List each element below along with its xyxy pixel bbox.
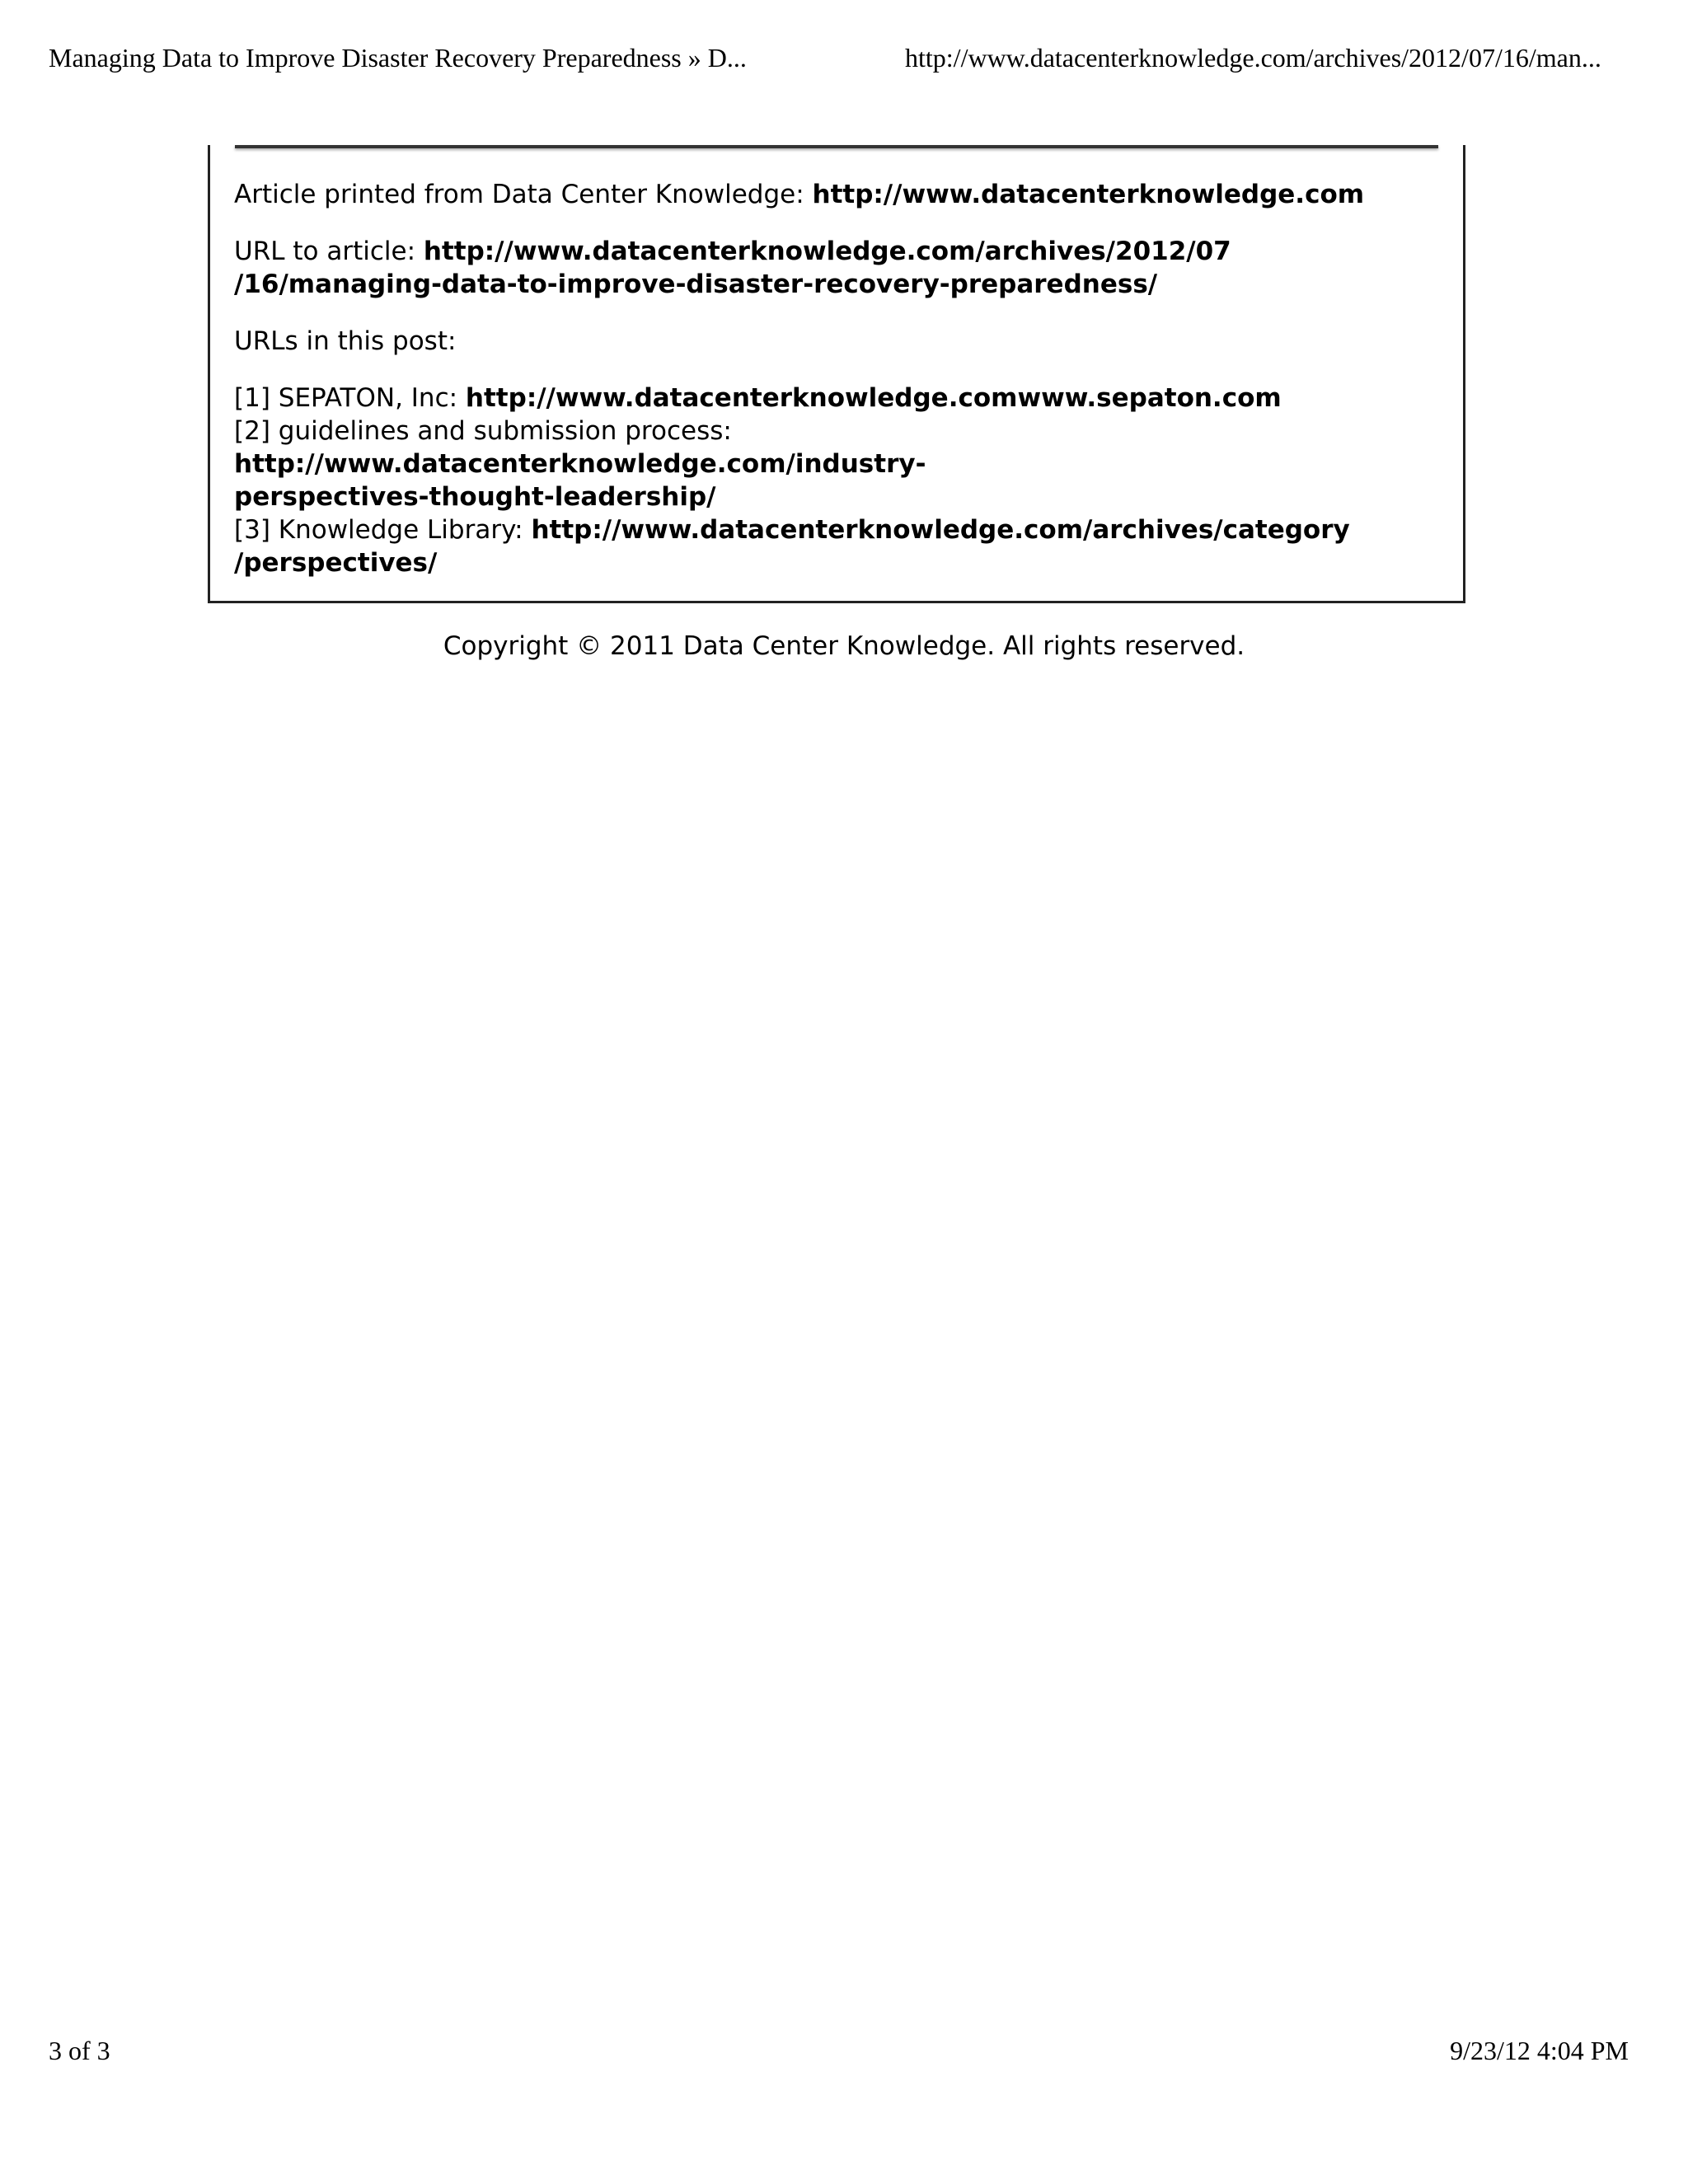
- article-info-content: [234, 178, 1430, 579]
- urls-in-post-heading: URLs in this post:: [234, 326, 457, 356]
- printed-from-label: Article printed from Data Center Knowledge:: [234, 180, 813, 209]
- link-3-url-part1[interactable]: http://www.datacenterknowledge.com/archives/category: [531, 515, 1350, 545]
- list-item-link-2: [234, 415, 1430, 480]
- link-2-label: [2] guidelines and submission process:: [234, 416, 732, 446]
- link-3-url-part2[interactable]: /perspectives/: [234, 548, 438, 578]
- copyright-notice: Copyright © 2011 Data Center Knowledge. All rights reserved.: [443, 631, 1245, 661]
- print-header-title: Managing Data to Improve Disaster Recovery Preparedness » D...: [49, 43, 747, 73]
- print-footer-page: 3 of 3: [49, 2036, 110, 2065]
- link-2-url-part2[interactable]: perspectives-thought-leadership/: [234, 482, 716, 512]
- top-divider: [235, 145, 1438, 148]
- list-item-link-2-cont: [234, 480, 1430, 513]
- url-to-article-link-part2[interactable]: /16/managing-data-to-improve-disaster-recovery-preparedness/: [234, 269, 1158, 299]
- printed-from-link[interactable]: http://www.datacenterknowledge.com: [812, 180, 1365, 209]
- link-3-label: [3] Knowledge Library:: [234, 515, 532, 545]
- link-1-label: [1] SEPATON, Inc:: [234, 383, 466, 413]
- list-item-link-1: [234, 382, 1430, 415]
- url-to-article-label: URL to article:: [234, 237, 424, 266]
- url-to-article-line: [234, 235, 1430, 268]
- url-to-article-link-part1[interactable]: http://www.datacenterknowledge.com/archives/2012/07: [423, 237, 1231, 266]
- list-item-link-3-cont: [234, 546, 1430, 579]
- url-to-article-line-2: [234, 268, 1430, 301]
- print-header-url: http://www.datacenterknowledge.com/archives/2012/07/16/man...: [905, 43, 1601, 73]
- link-1-url[interactable]: http://www.datacenterknowledge.comwww.sepaton.com: [465, 383, 1282, 413]
- print-footer-datetime: 9/23/12 4:04 PM: [1450, 2036, 1629, 2065]
- link-2-url-part1[interactable]: http://www.datacenterknowledge.com/industry-: [234, 449, 926, 479]
- printed-from-line: [234, 178, 1430, 211]
- list-item-link-3: [234, 513, 1430, 546]
- article-info-box: [208, 145, 1465, 603]
